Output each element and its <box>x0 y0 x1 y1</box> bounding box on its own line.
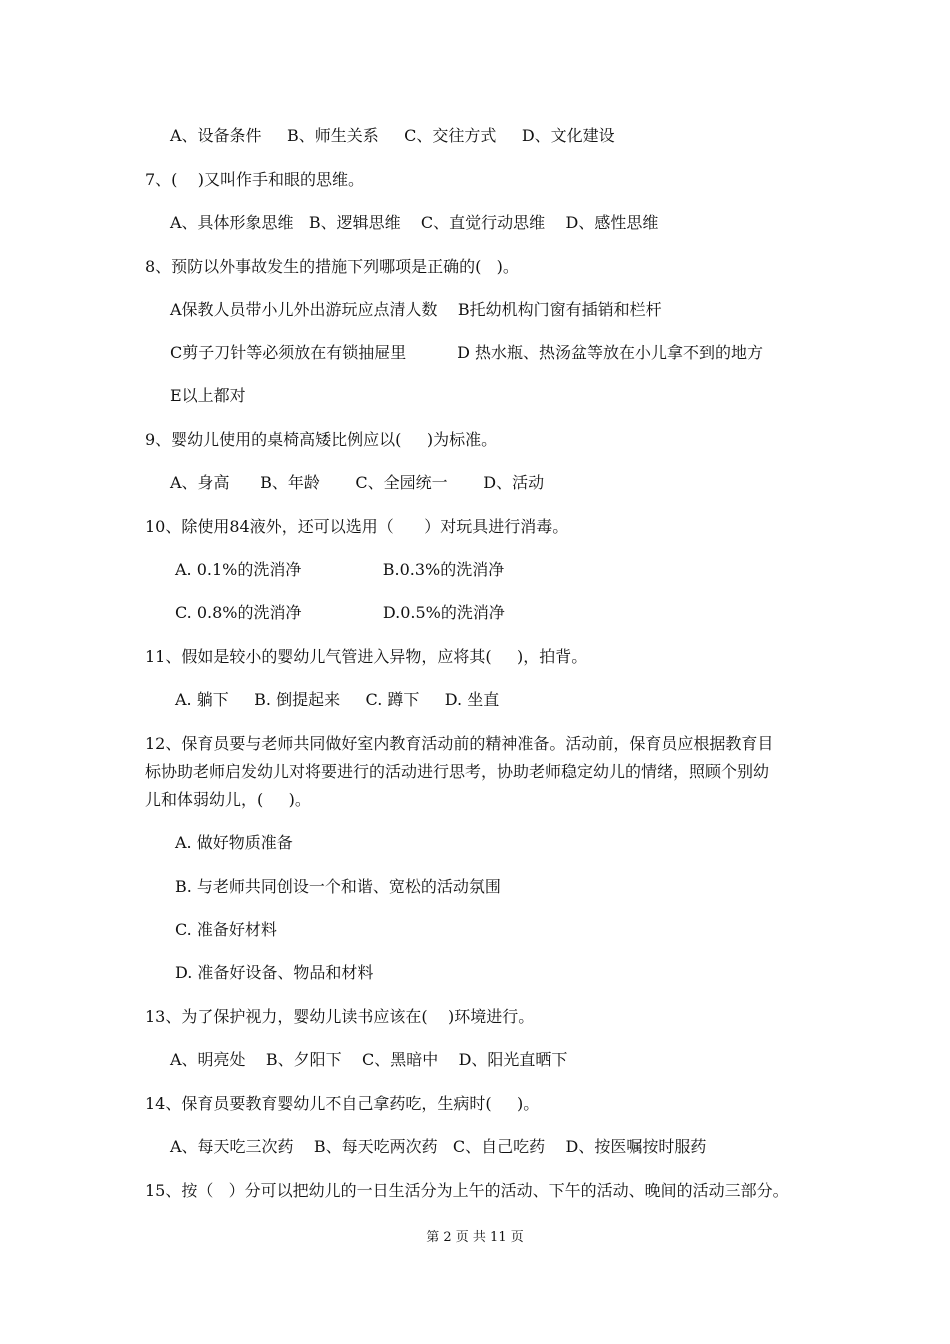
q8-stem: 8、预防以外事故发生的措施下列哪项是正确的( )。 <box>145 257 519 276</box>
q9-stem: 9、婴幼儿使用的桌椅高矮比例应以( )为标准。 <box>145 430 498 449</box>
q8-option-ab: A保教人员带小儿外出游玩应点清人数 B托幼机构门窗有插销和栏杆 <box>170 300 662 319</box>
q9-options: A、身高 B、年龄 C、全园统一 D、活动 <box>170 473 545 492</box>
q8-option-cd: C剪子刀针等必须放在有锁抽屉里 D 热水瓶、热汤盆等放在小儿拿不到的地方 <box>170 343 764 362</box>
q13-stem: 13、为了保护视力，婴幼儿读书应该在( )环境进行。 <box>145 1007 535 1026</box>
q12-option-d: D. 准备好设备、物品和材料 <box>175 963 374 982</box>
q11-options: A. 躺下 B. 倒提起来 C. 蹲下 D. 坐直 <box>175 690 500 709</box>
q14-stem: 14、保育员要教育婴幼儿不自己拿药吃，生病时( )。 <box>145 1094 540 1113</box>
q8-option-e: E以上都对 <box>170 386 246 405</box>
q12-option-c: C. 准备好材料 <box>175 920 277 939</box>
q13-options: A、明亮处 B、夕阳下 C、黑暗中 D、阳光直晒下 <box>170 1050 568 1069</box>
page-footer: 第 2 页 共 11 页 <box>426 1230 524 1245</box>
q12-stem-line2: 标协助老师启发幼儿对将要进行的活动进行思考，协助老师稳定幼儿的情绪，照顾个别幼 <box>145 762 770 781</box>
q7-options: A、具体形象思维 B、逻辑思维 C、直觉行动思维 D、感性思维 <box>170 213 659 232</box>
q12-stem-line3: 儿和体弱幼儿，( )。 <box>145 790 311 809</box>
q11-stem: 11、假如是较小的婴幼儿气管进入异物，应将其( )，拍背。 <box>145 647 588 666</box>
q10-options-cd: C. 0.8%的洗消净 D.0.5%的洗消净 <box>175 603 505 622</box>
q12-stem-line1: 12、保育员要与老师共同做好室内教育活动前的精神准备。活动前，保育员应根据教育目 <box>145 734 774 753</box>
q7-stem: 7、( )又叫作手和眼的思维。 <box>145 170 365 189</box>
q12-option-b: B. 与老师共同创设一个和谐、宽松的活动氛围 <box>175 877 501 896</box>
q10-stem: 10、除使用84液外，还可以选用（ ）对玩具进行消毒。 <box>145 517 569 536</box>
q10-options-ab: A. 0.1%的洗消净 B.0.3%的洗消净 <box>175 560 505 579</box>
q14-options: A、每天吃三次药 B、每天吃两次药 C、自己吃药 D、按医嘱按时服药 <box>170 1137 707 1156</box>
q12-option-a: A. 做好物质准备 <box>175 833 293 852</box>
q6-options: A、设备条件 B、师生关系 C、交往方式 D、文化建设 <box>170 126 615 145</box>
q15-stem: 15、按（ ）分可以把幼儿的一日生活分为上午的活动、下午的活动、晚间的活动三部分。 <box>145 1181 789 1200</box>
